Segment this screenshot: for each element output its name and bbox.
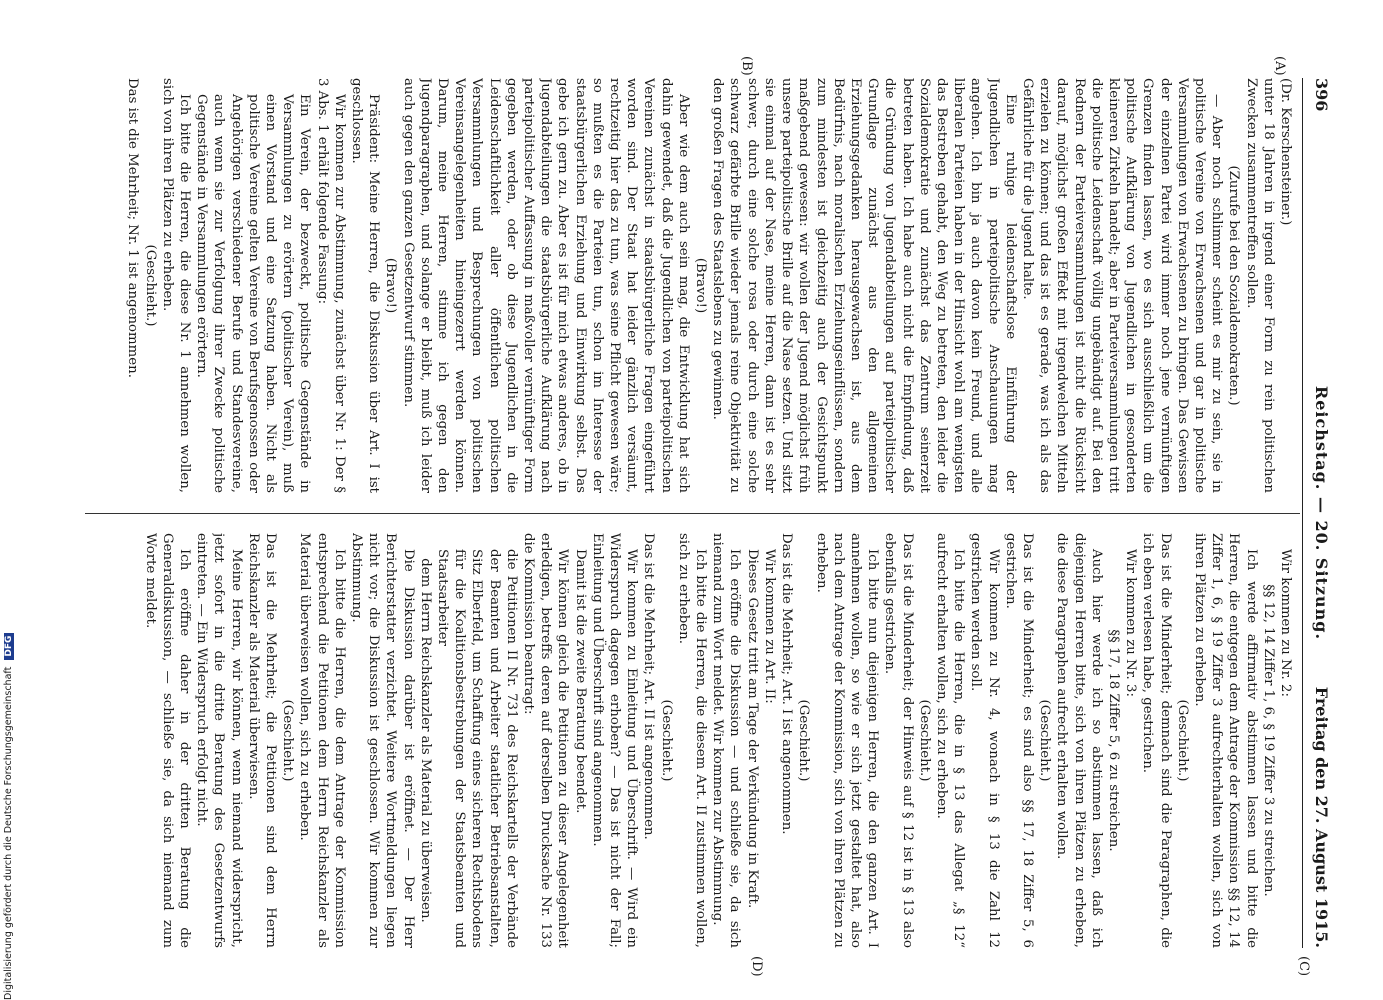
paragraph: Aber wie dem auch sein mag, die Entwicklung hat sich dahin gewendet, daß die Jugendlichen von parteipolitischen Vereinen zunächst in staatsbürgerliche Fragen eingeführt worden sind. Der Staat hat leider gänzlich versäumt, rechtzeitig hier das zu tun, was seine Pflicht gewesen wäre; so mußten es die Parteien tun, schon im Interesse der staatsbürgerlichen Erziehung und Einwirkung selbst. Das gebe ich gern zu. Aber es ist für mich etwas anderes, ob in Jugendabteilungen die staatsbürgerliche Aufklärung nach parteipolitischer Auffassung in maßvoller vernünftiger Form gegeben werden, oder ob diese Jugendlichen in die Leidenschaftlichkeit aller öffentlichen politischen Versammlungen und Besprechungen von politischen Vereinsangelegenheiten hineingezerrt werden können. Darum, meine Herren, stimme ich gegen den Jugendparagraphen, und solange er bleibt, muß ich leider auch gegen den ganzen Gesetzentwurf stimmen. <box>400 78 691 493</box>
paragraph: (Bravo!) <box>693 257 709 314</box>
paragraph: Das ist die Minderheit; demnach sind die Paragraphen, die ich eben verlesen habe, gestrichen. <box>1140 533 1173 948</box>
paragraph: Präsident: Meine Herren, die Diskussion über Art. I ist geschlossen. <box>349 78 382 493</box>
paragraph: §§ 12, 14 Ziffer 1, 6, § 19 Ziffer 3 zu streichen. <box>1260 584 1276 897</box>
paragraph: die Petitionen II Nr. 731 des Reichskartells der Verbände der Beamten und Arbeiter staatlicher Betriebsanstalten, Sitz Elberfeld, um Schaffung eines sicheren Rechtsbodens für die Koalitionsbestrebungen der Staatsbeamten und Staatsarbeiter <box>435 549 519 948</box>
header-rule <box>1302 78 1303 948</box>
paragraph: (Dr. Kerschensteiner.) <box>1278 78 1293 226</box>
column-divider <box>85 513 1300 514</box>
paragraph: Damit ist die zweite Beratung beendet. <box>572 549 588 814</box>
paragraph: Das ist die Mehrheit; Nr. 1 ist angenommen. <box>125 78 141 378</box>
paragraph: Wir können gleich die Petitionen zu dieser Angelegenheit erledigen, betreffs deren auf derselben Drucksache Nr. 133 die Kommission beantragt: <box>521 533 571 948</box>
margin-marker-c: (C) <box>1296 956 1311 977</box>
left-text-column <box>84 78 1294 493</box>
paragraph: Auch hier werde ich so abstimmen lassen, daß ich diejenigen Herren bitte, sich von ihren Plätzen zu erheben, die diese Paragraphen aufrecht erhalten wollen. <box>1054 533 1104 948</box>
paragraph: (Geschieht.) <box>916 699 932 782</box>
paragraph: — Aber noch schlimmer scheint es mir zu sein, sie in politische Vereine von Erwachsenen und gar in politische Versammlungen von Erwachsenen zu bringen. Das Gewissen der einzelnen Partei wird immer noch jene vernünftigen Grenzen finden lassen, wo es sich ausschließlich um die politische Aufklärung von Jugendlichen in gesonderten kleineren Zirkeln handelt; aber in Parteiversammlungen tritt die politische Leidenschaft völlig ungebändigt auf. Bei den Rednern der Parteiversammlungen ist nicht die Rücksicht darauf, möglichst großen Effekt mit irgendwelchen Mitteln erzielen zu können; und das ist es gerade, was ich als das Gefährliche für die Jugend halte. <box>1019 78 1225 493</box>
digitization-credit <box>3 605 14 1000</box>
paragraph: Wir kommen zu Nr. 3: <box>1123 549 1139 697</box>
paragraph: Ich bitte die Herren, die diesem Art. II zustimmen wollen, sich zu erheben. <box>675 533 709 948</box>
paragraph: (Zurufe bei den Sozialdemokraten.) <box>1226 165 1242 406</box>
scanned-page <box>80 56 1331 977</box>
margin-marker-b: (B) <box>739 56 754 76</box>
paragraph: Das ist die Mehrheit; Art. II ist angenommen. <box>641 533 657 840</box>
paragraph: dem Herrn Reichskanzler als Material zu überweisen. <box>417 558 433 923</box>
paragraph: Ich bitte die Herren, die in § 13 das Allegat „§ 12“ aufrecht erhalten wollen, sich zu erheben. <box>933 533 967 948</box>
credit-text: Digitalisierung gefördert durch die Deutsche Forschungsgemeinschaft <box>3 666 14 1000</box>
paragraph: Ich eröffne die Diskussion — und schließe sie, da sich niemand zum Wort meldet. Wir kommen zur Abstimmung. <box>710 533 743 948</box>
paragraph: Das ist die Minderheit; der Hinweis auf § 12 ist in § 13 also ebenfalls gestrichen. <box>882 533 915 948</box>
paragraph: (Geschieht.) <box>142 244 158 327</box>
paragraph: unter 18 Jahren in irgend einer Form zu rein politischen Zwecken zusammentreffen sollen. <box>1243 78 1276 493</box>
paragraph: Wir kommen zu Nr. 2: <box>1278 549 1293 697</box>
paragraph: (Geschieht.) <box>796 699 812 782</box>
paragraph: §§ 17, 18 Ziffer 5, 6 zu streichen. <box>1105 629 1121 852</box>
paragraph: Ich bitte die Herren, die diese Nr. 1 annehmen wollen, sich von ihren Plätzen zu erheben. <box>159 78 192 493</box>
right-text-column <box>84 533 1294 948</box>
paragraph: Dieses Gesetz tritt am Tage der Verkündung in Kraft. <box>744 549 760 909</box>
page-title: Reichstag. — 20. Sitzung. <box>1312 385 1331 641</box>
page-header <box>1308 78 1330 948</box>
paragraph: (Geschieht.) <box>1037 699 1053 782</box>
margin-marker-a: (A) <box>1272 56 1287 76</box>
paragraph: Eine ruhige leidenschaftslose Einführung der Jugendlichen in parteipolitische Anschauungen mag angehen. Ich bin ja auch davon kein Freund, und alle liberalen Parteien haben in der Hinsicht wohl am wenigsten das Bestreben gehabt, den Weg zu betreten, den leider die Sozialdemokratie und zunächst das Zentrum seinerzeit betreten haben. Ich habe auch nicht die Empfindung, daß die Gründung von Jugendabteilungen auf parteipolitischer Grundlage zunächst aus den allgemeinen Erziehungsgedanken herausgewachsen ist, aus dem Bedürfnis, nach moralischen Erziehungseinflüssen, sondern zum mindesten ist gleichzeitig auch der Gesichtspunkt maßgebend gewesen: wir wollen der Jugend möglichst früh unsere parteipolitische Brille auf die Nase setzen. Und sitzt sie einmal auf der Nase, meine Herren, dann ist es sehr schwer, durch eine solche rosa oder durch eine solche schwarz gefärbte Brille wieder jemals reine Objektivität zu den großen Fragen des Staatslebens zu gewinnen. <box>710 78 1018 493</box>
paragraph: Meine Herren, wir können, wenn niemand widerspricht, jetzt sofort in die dritte Beratung des Gesetzentwurfs eintreten. — Ein Widerspruch erfolgt nicht. <box>194 533 244 948</box>
paragraph: (Bravo!) <box>383 257 399 314</box>
paragraph: Das ist die Mehrheit; Art. I ist angenommen. <box>779 533 795 835</box>
margin-marker-d: (D) <box>749 956 764 977</box>
paragraph: (Geschieht.) <box>280 699 296 782</box>
paragraph: Das ist die Minderheit; es sind also §§ 17, 18 Ziffer 5, 6 gestrichen. <box>1002 533 1035 948</box>
dfg-logo: DFG <box>4 633 14 660</box>
paragraph: Wir kommen zur Abstimmung, zunächst über Nr. 1: Der § 3 Abs. 1 erhält folgende Fassung: <box>314 78 347 493</box>
paragraph: Das ist die Mehrheit; die Petitionen sind dem Herrn Reichskanzler als Material überwiesen. <box>245 533 279 948</box>
session-date: Freitag den 27. August 1915. <box>1312 686 1331 948</box>
paragraph: (Geschieht.) <box>1174 699 1190 782</box>
paragraph: Wir kommen zu Einleitung und Überschrift. — Wird ein Widerspruch dagegen erhoben? — Das ist nicht der Fall; Einleitung und Überschrift sind angenommen. <box>589 533 640 948</box>
page-number: 396 <box>1312 78 1331 112</box>
paragraph: Ich werde affirmativ abstimmen lassen und bitte die Herren, die entgegen dem Antrage der Kommission §§ 12, 14 Ziffer 1, 6, § 19 Ziffer 3 aufrechterhalten wollen, sich von ihren Plätzen zu erheben. <box>1191 533 1259 948</box>
paragraph: Die Diskussion darüber ist eröffnet. — Der Herr Berichterstatter verzichtet. Weitere Wortmeldungen liegen nicht vor; die Diskussion ist geschlossen. Wir kommen zur Abstimmung. <box>349 533 416 948</box>
paragraph: (Geschieht.) <box>658 699 674 782</box>
paragraph: Ich bitte die Herren, die dem Antrage der Kommission entsprechend die Petitionen dem Herrn Reichskanzler als Material überweisen wollen, sich zu erheben. <box>297 533 347 948</box>
paragraph: Ich bitte nun diejenigen Herren, die den ganzen Art. I annehmen wollen, so wie er sich jetzt gestaltet hat, also nach dem Antrage der Kommission, sich von ihren Plätzen zu erheben. <box>813 533 881 948</box>
paragraph: Wir kommen zu Nr. 4, wonach in § 13 die Zahl 12 gestrichen werden soll. <box>968 533 1001 948</box>
paragraph: Wir kommen zu Art. II: <box>761 549 777 704</box>
paragraph: Ein Verein, der bezweckt, politische Gegenstände in Versammlungen zu erörtern (politischer Verein), muß einen Vorstand und eine Satzung haben. Nicht als politische Vereine gelten Vereine von Berufsgenossen oder Angehörigen verschiedener Berufe und Standesvereine, auch wenn sie zur Verfolgung ihrer Zwecke politische Gegenstände in Versammlungen erörtern. <box>194 94 313 493</box>
paragraph: Ich eröffne daher in der dritten Beratung die Generaldiskussion, — schließe sie, da sich niemand zum Worte meldet. <box>142 533 192 948</box>
